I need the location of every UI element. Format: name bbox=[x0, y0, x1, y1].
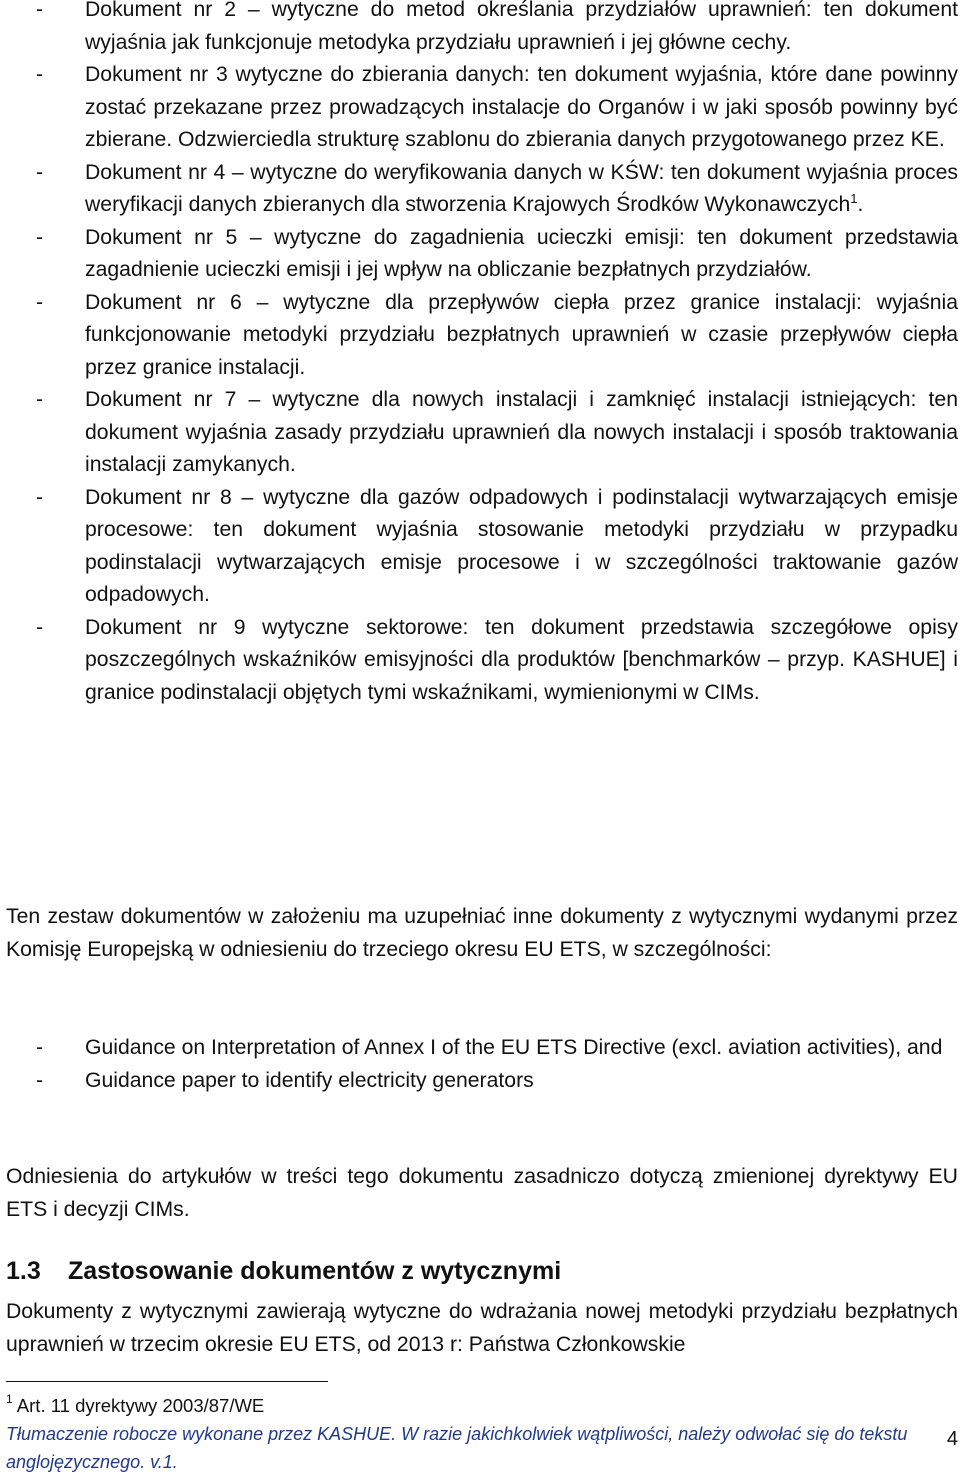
list-item bbox=[6, 157, 958, 222]
footnote-mark: 1 bbox=[6, 1392, 13, 1406]
list-item-text-end: . bbox=[857, 193, 864, 216]
list-item-text: Guidance paper to identify electricity generators bbox=[85, 1068, 534, 1092]
list-item bbox=[6, 1065, 958, 1098]
footnote bbox=[6, 1393, 264, 1419]
list-item-text: Dokument nr 6 – wytyczne dla przepływów ciepła przez granice instalacji: wyjaśnia funkcjonowanie metodyki przydziału bezpłatnych uprawnień w czasie przepływów ciepła przez granice instalacji. bbox=[85, 290, 958, 379]
list-item bbox=[6, 1032, 958, 1065]
list-dash: - bbox=[36, 1068, 44, 1092]
document-list bbox=[6, 0, 958, 709]
footnote-ref: 1 bbox=[850, 190, 858, 206]
list-item bbox=[6, 59, 958, 157]
list-item-text: Dokument nr 4 – wytyczne do weryfikowania danych w KŚW: ten dokument wyjaśnia proces weryfikacji danych zbieranych dla stworzenia Krajowych Środków Wykonawczych bbox=[85, 160, 958, 216]
list-item-text: Dokument nr 2 – wytyczne do metod określania przydziałów uprawnień: ten dokument wyjaśnia jak funkcjonuje metodyka przydziału uprawnień i jej główne cechy. bbox=[85, 0, 958, 54]
list-item bbox=[6, 482, 958, 612]
footnote-divider bbox=[6, 1381, 328, 1382]
list-dash: - bbox=[36, 225, 44, 249]
list-item-text: Dokument nr 9 wytyczne sektorowe: ten dokument przedstawia szczegółowe opisy poszczególnych wskaźników emisyjności dla produktów [benchmarków – przyp. KASHUE] i granice podinstalacji objętych tymi wskaźnikami, wymienionymi w CIMs. bbox=[85, 615, 958, 704]
paragraph: Odniesienia do artykułów w treści tego dokumentu zasadniczo dotyczą zmienionej dyrektywy EU ETS i decyzji CIMs. bbox=[6, 1165, 958, 1221]
list-dash: - bbox=[36, 160, 44, 184]
list-dash: - bbox=[36, 63, 44, 86]
list-item bbox=[6, 222, 958, 287]
list-item-text: Dokument nr 5 – wytyczne do zagadnienia ucieczki emisji: ten dokument przedstawia zagadnienie ucieczki emisji i jej wpływ na obliczanie bezpłatnych przydziałów. bbox=[85, 225, 958, 281]
list-item bbox=[6, 0, 958, 59]
list-item-text: Guidance on Interpretation of Annex I of the EU ETS Directive (excl. aviation activities), and bbox=[85, 1036, 943, 1059]
page-footer: Tłumaczenie robocze wykonane przez KASHUE. W razie jakichkolwiek wątpliwości, należy odwołać się do tekstu anglojęzycznego. v.1. bbox=[6, 1424, 908, 1472]
list-dash: - bbox=[36, 615, 44, 639]
section-title: Zastosowanie dokumentów z wytycznymi bbox=[68, 1257, 562, 1285]
list-item bbox=[6, 612, 958, 710]
list-dash: - bbox=[36, 0, 44, 21]
section-number: 1.3 bbox=[6, 1257, 41, 1285]
paragraph: Dokumenty z wytycznymi zawierają wytyczne do wdrażania nowej metodyki przydziału bezpłatnych uprawnień w trzecim okresie EU ETS, od 2013 r: Państwa Członkowskie bbox=[6, 1300, 958, 1356]
paragraph: Ten zestaw dokumentów w założeniu ma uzupełniać inne dokumenty z wytycznymi wydanymi przez Komisję Europejską w odniesieniu do trzeciego okresu EU ETS, w szczególności: bbox=[6, 905, 958, 961]
list-item bbox=[6, 287, 958, 385]
footnote-text: Art. 11 dyrektywy 2003/87/WE bbox=[12, 1395, 265, 1416]
list-dash: - bbox=[36, 388, 44, 411]
section-heading bbox=[6, 1253, 561, 1289]
list-item-text: Dokument nr 3 wytyczne do zbierania danych: ten dokument wyjaśnia, które dane powinny zostać przekazane przez prowadzących instalacje do Organów i w jaki sposób powinny być zbierane. Odzwierciedla strukturę szablonu do zbierania danych przygotowanego przez KE. bbox=[85, 63, 958, 151]
list-dash: - bbox=[36, 1036, 44, 1059]
page-number: 4 bbox=[946, 1428, 958, 1450]
list-item-text: Dokument nr 8 – wytyczne dla gazów odpadowych i podinstalacji wytwarzających emisje procesowe: ten dokument wyjaśnia stosowanie metodyki przydziału w przypadku podinstalacji wytwarzających emisje procesowe i w szczególności traktowanie gazów odpadowych. bbox=[85, 485, 958, 606]
guidance-list bbox=[6, 1032, 958, 1097]
list-item bbox=[6, 384, 958, 482]
list-dash: - bbox=[36, 485, 44, 509]
list-dash: - bbox=[36, 290, 44, 314]
list-item-text: Dokument nr 7 – wytyczne dla nowych instalacji i zamknięć instalacji istniejących: ten dokument wyjaśnia zasady przydziału uprawnień dla nowych instalacji i sposób traktowania instalacji zamykanych. bbox=[85, 388, 958, 476]
